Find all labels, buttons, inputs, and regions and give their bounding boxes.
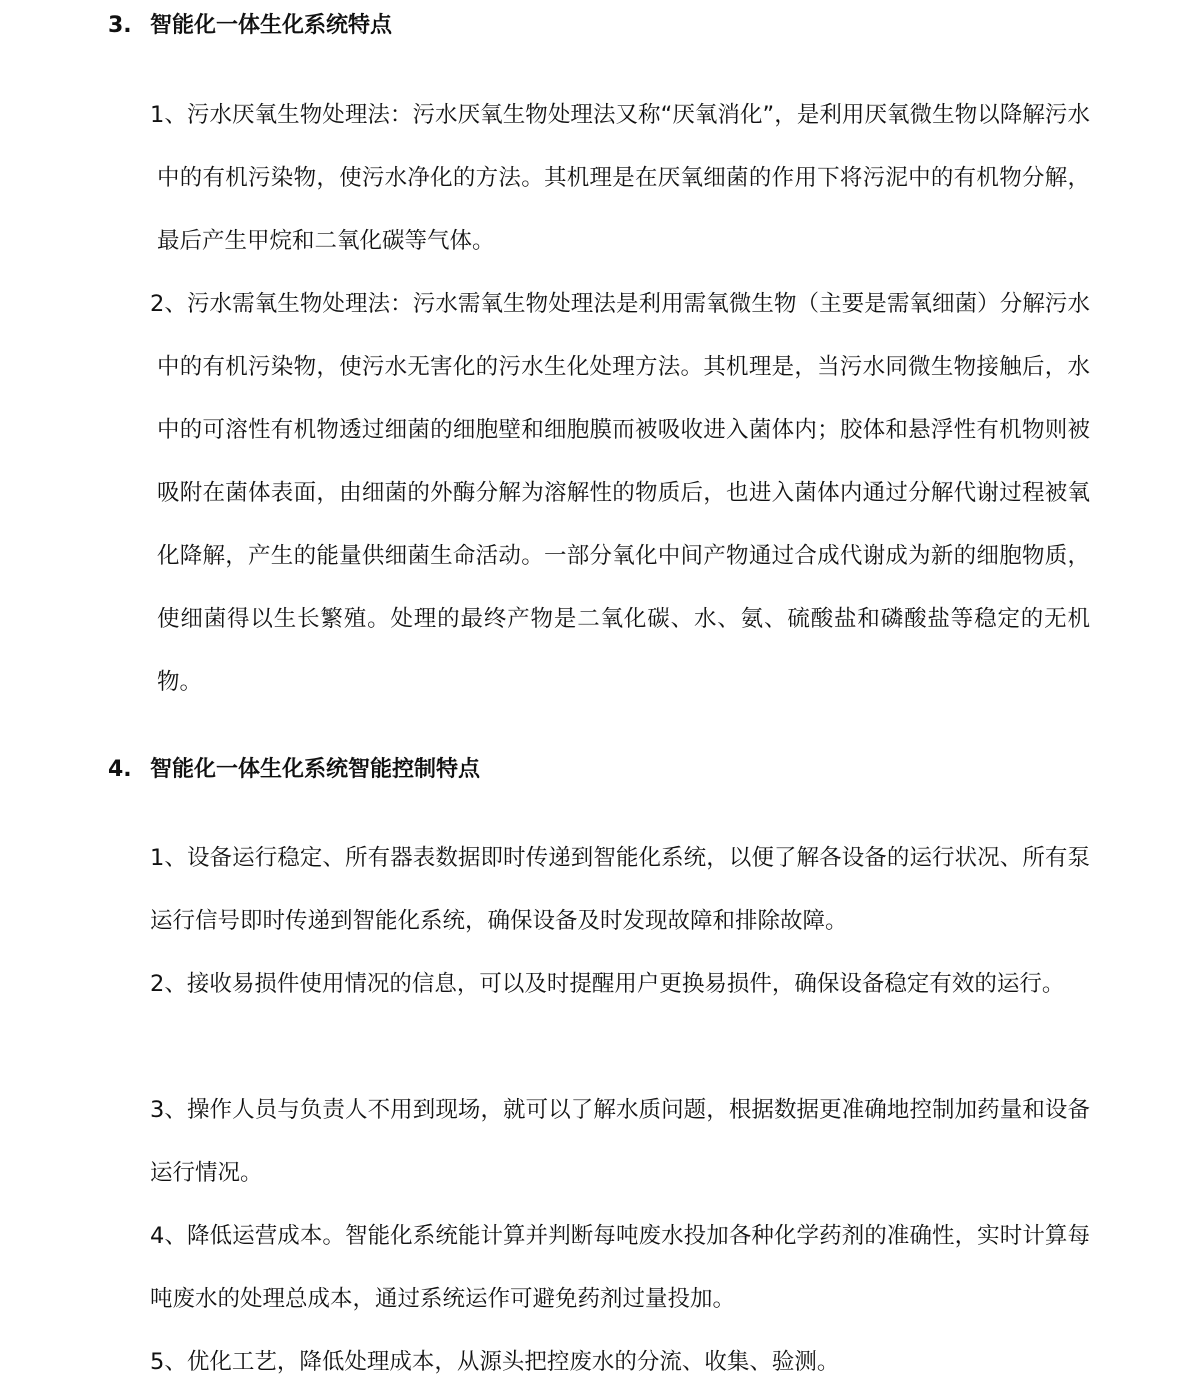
paragraph-text: 1、设备运行稳定、所有器表数据即时传递到智能化系统，以便了解各设备的运行状况、所有泵运行信号即时传递到智能化系统，确保设备及时发现故障和排除故障。 <box>150 845 1090 934</box>
paragraph-text: 1、污水厌氧生物处理法：污水厌氧生物处理法又称“厌氧消化”，是利用厌氧微生物以降解污水中的有机污染物，使污水净化的方法。其机理是在厌氧细菌的作用下将污泥中的有机物分解，最后产生甲烷和二氧化碳等气体。 <box>150 102 1090 254</box>
section-3-item-1 <box>150 84 1090 273</box>
paragraph-text: 2、接收易损件使用情况的信息，可以及时提醒用户更换易损件，确保设备稳定有效的运行。 <box>150 971 1065 997</box>
section-4-item-5 <box>150 1331 1090 1394</box>
section-number: 3. <box>108 13 132 38</box>
section-title: 智能化一体生化系统特点 <box>150 13 393 38</box>
paragraph-text: 5、优化工艺，降低处理成本，从源头把控废水的分流、收集、验测。 <box>150 1349 840 1375</box>
section-4-item-4 <box>150 1205 1090 1331</box>
section-4-item-1 <box>150 827 1090 953</box>
section-title: 智能化一体生化系统智能控制特点 <box>150 757 481 782</box>
section-heading-3 <box>108 11 392 41</box>
section-4-item-3 <box>150 1079 1090 1205</box>
section-4-item-2 <box>150 953 1090 1016</box>
section-3-item-2 <box>150 273 1090 714</box>
paragraph-text: 4、降低运营成本。智能化系统能计算并判断每吨废水投加各种化学药剂的准确性，实时计算每吨废水的处理总成本，通过系统运作可避免药剂过量投加。 <box>150 1223 1090 1312</box>
section-heading-4 <box>108 755 480 785</box>
paragraph-text: 3、操作人员与负责人不用到现场，就可以了解水质问题，根据数据更准确地控制加药量和设备运行情况。 <box>150 1097 1090 1186</box>
paragraph-text: 2、污水需氧生物处理法：污水需氧生物处理法是利用需氧微生物（主要是需氧细菌）分解污水中的有机污染物，使污水无害化的污水生化处理方法。其机理是，当污水同微生物接触后，水中的可溶性有机物透过细菌的细胞壁和细胞膜而被吸收进入菌体内；胶体和悬浮性有机物则被吸附在菌体表面，由细菌的外酶分解为溶解性的物质后，也进入菌体内通过分解代谢过程被氧化降解，产生的能量供细菌生命活动。一部分氧化中间产物通过合成代谢成为新的细胞物质，使细菌得以生长繁殖。处理的最终产物是二氧化碳、水、氨、硫酸盐和磷酸盐等稳定的无机物。 <box>150 291 1090 695</box>
section-number: 4. <box>108 757 132 782</box>
